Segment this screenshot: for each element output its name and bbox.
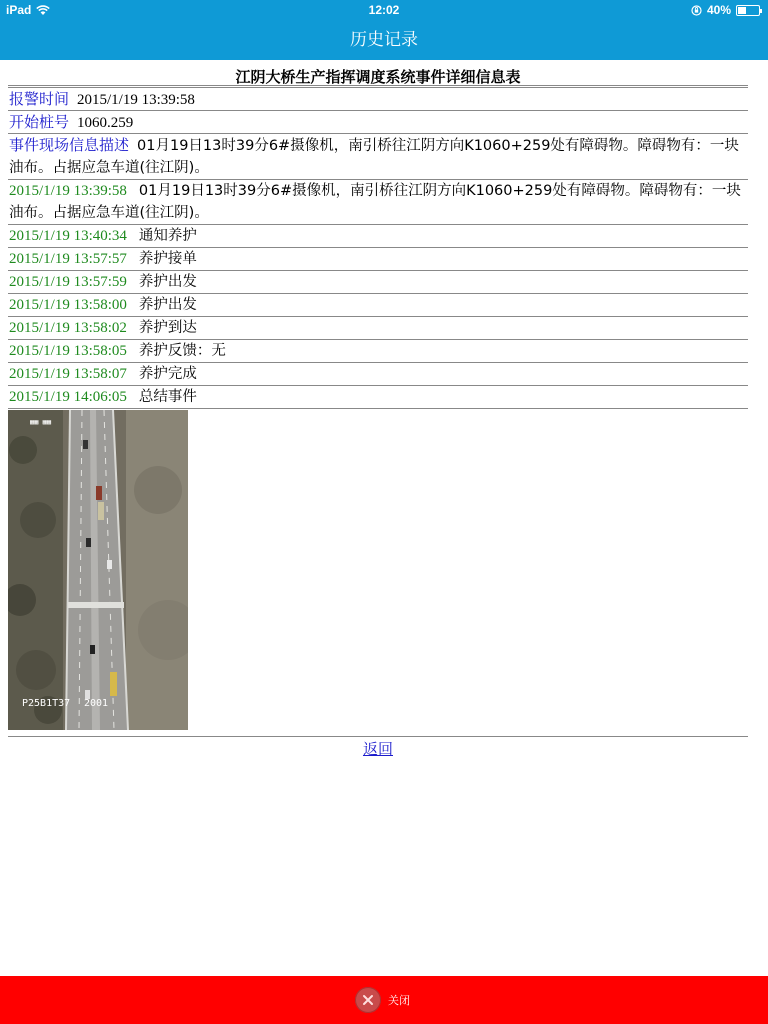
nav-title: 历史记录 <box>350 30 418 50</box>
top-bar <box>0 0 768 60</box>
start-pile-label: 开始桩号 <box>9 113 70 131</box>
timeline-text: 养护完成 <box>138 366 197 382</box>
back-link[interactable]: 返回 <box>362 740 393 758</box>
battery-icon <box>736 5 760 16</box>
timeline-text: 通知养护 <box>138 228 197 244</box>
start-pile-row <box>8 111 748 134</box>
timeline-text: 养护到达 <box>138 320 197 336</box>
photo-row <box>8 409 748 737</box>
timeline-row <box>8 340 748 363</box>
event-camera-photo[interactable] <box>8 410 188 730</box>
device-name: iPad <box>6 3 32 17</box>
timeline-row <box>8 294 748 317</box>
alarm-time-row <box>8 88 748 111</box>
timeline-time: 2015/1/19 13:58:02 <box>9 320 127 336</box>
svg-text:▦▦ ▦▦: ▦▦ ▦▦ <box>30 418 52 426</box>
timeline-time: 2015/1/19 13:57:57 <box>9 251 127 267</box>
close-button[interactable] <box>355 987 410 1013</box>
photo-overlay-code: P25B1T37 <box>22 698 71 709</box>
timeline-row <box>8 225 748 248</box>
alarm-time-label: 报警时间 <box>9 90 70 108</box>
timeline-text: 养护出发 <box>138 297 197 313</box>
scene-desc-label: 事件现场信息描述 <box>9 136 130 154</box>
bottom-bar <box>0 976 768 1024</box>
timeline-row <box>8 317 748 340</box>
timeline-time: 2015/1/19 13:40:34 <box>9 228 127 244</box>
timeline-time: 2015/1/19 14:06:05 <box>9 389 127 405</box>
timeline-text: 养护接单 <box>138 251 197 267</box>
timeline-text: 01月19日13时39分6#摄像机，南引桥往江阴方向K1060+259处有障碍物。障碍物有：一块油布。占据应急车道(往江阴)。 <box>9 183 741 221</box>
timeline-row <box>8 386 748 409</box>
timeline-time: 2015/1/19 13:58:05 <box>9 343 127 359</box>
timeline-row <box>8 363 748 386</box>
timeline-time: 2015/1/19 13:39:58 <box>9 183 127 199</box>
scene-desc-row <box>8 134 748 180</box>
back-link-wrap <box>8 738 748 759</box>
timeline-time: 2015/1/19 13:58:00 <box>9 297 127 313</box>
camera-snapshot-image <box>8 410 188 730</box>
timeline-time: 2015/1/19 13:57:59 <box>9 274 127 290</box>
status-time: 12:02 <box>368 3 400 17</box>
orientation-lock-icon <box>691 5 702 16</box>
timeline-text: 养护出发 <box>138 274 197 290</box>
status-bar <box>0 0 768 20</box>
battery-fill <box>738 7 746 14</box>
timeline-text: 养护反馈：无 <box>138 343 226 359</box>
close-icon <box>355 987 381 1013</box>
timeline-row <box>8 271 748 294</box>
scene-desc-value: 01月19日13时39分6#摄像机，南引桥往江阴方向K1060+259处有障碍物。障碍物有：一块油布。占据应急车道(往江阴)。 <box>9 138 739 176</box>
report-title: 江阴大桥生产指挥调度系统事件详细信息表 <box>8 64 748 88</box>
battery-percent: 40% <box>706 3 731 17</box>
close-label: 关闭 <box>388 994 410 1007</box>
timeline-row <box>8 180 748 225</box>
photo-overlay-num: 2001 <box>84 698 109 709</box>
status-right <box>691 3 760 17</box>
detail-table <box>8 64 748 759</box>
timeline-time: 2015/1/19 13:58:07 <box>9 366 127 382</box>
timeline-row <box>8 248 748 271</box>
alarm-time-value: 2015/1/19 13:39:58 <box>77 92 195 108</box>
timeline-text: 总结事件 <box>138 389 197 405</box>
start-pile-value: 1060.259 <box>77 115 134 131</box>
